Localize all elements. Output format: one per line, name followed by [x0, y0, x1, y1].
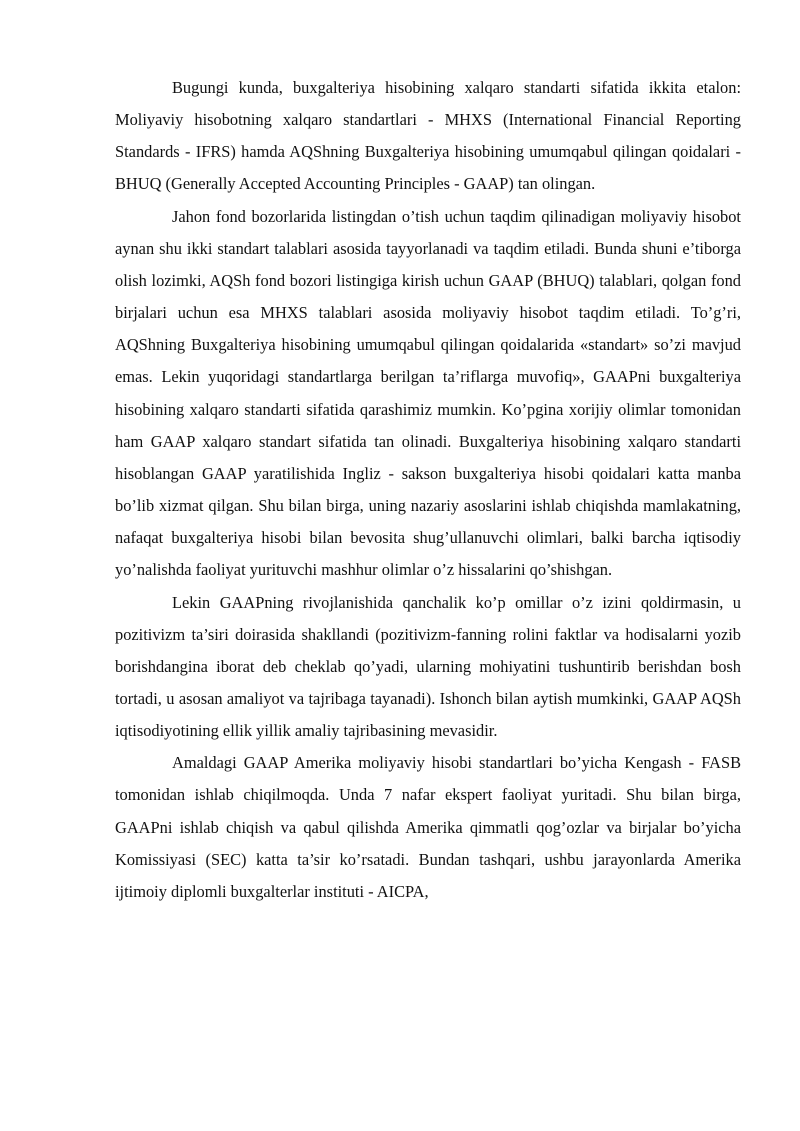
- paragraph-stock-exchange-listing: Jahon fond bozorlarida listingdan o’tish uchun taqdim qilinadigan moliyaviy hisobot aynan shu ikki standart talablari asosida tayyorlanadi va taqdim etiladi. Bunda shuni e’tiborga olish lozimki, AQSh fond bozori listingiga kirish uchun GAAP (BHUQ) talablari, qolgan fond birjalari uchun esa MHXS talablari asosida moliyaviy hisobot taqdim etiladi. To’g’ri, AQShning Buxgalteriya hisobining umumqabul qilingan qoidalarida «standart» so’zi mavjud emas. Lekin yuqoridagi standartlarga berilgan ta’riflarga muvofiq», GAAPni buxgalteriya hisobining xalqaro standarti sifatida qarashimiz mumkin. Ko’pgina xorijiy olimlar tomonidan ham GAAP xalqaro standart sifatida tan olinadi. Buxgalteriya hisobining xalqaro standarti hisoblangan GAAP yaratilishida Ingliz - sakson buxgalteriya hisobi qoidalari katta manba bo’lib xizmat qilgan. Shu bilan birga, uning nazariy asoslarini ishlab chiqishda mamlakatning, nafaqat buxgalteriya hisobi bilan bevosita shug’ullanuvchi olimlari, balki barcha iqtisodiy yo’nalishda faoliyat yurituvchi mashhur olimlar o’z hissalarini qo’shishgan.: [115, 206, 741, 580]
- document-page: [115, 72, 741, 908]
- paragraph-fasb: Amaldagi GAAP Amerika moliyaviy hisobi standartlari bo’yicha Kengash - FASB tomonidan ishlab chiqilmoqda. Unda 7 nafar ekspert faoliyat yuritadi. Shu bilan birga, GAAPni ishlab chiqish va qabul qilishda Amerika qimmatli qog’ozlar va birjalar bo’yicha Komissiyasi (SEC) katta ta’sir ko’rsatadi. Bundan tashqari, ushbu jarayonlarda Amerika ijtimoiy diplomli buxgalterlar instituti - AICPA,: [115, 753, 741, 901]
- paragraph-ifrs-gaap-intro: Bugungi kunda, buxgalteriya hisobining xalqaro standarti sifatida ikkita etalon: Moliyaviy hisobotning xalqaro standartlari - MHXS (International Financial Reporting Standards - IFRS) hamda AQShning Buxgalteriya hisobining umumqabul qilingan qoidalari - BHUQ (Generally Accepted Accounting Principles - GAAP) tan olingan.: [115, 78, 741, 194]
- paragraph-positivism: Lekin GAAPning rivojlanishida qanchalik ko’p omillar o’z izini qoldirmasin, u pozitivizm ta’siri doirasida shakllandi (pozitivizm-fanning rolini faktlar va hodisalarni yozib borishdangina iborat deb cheklab qo’yadi, ularning mohiyatini tushuntirib berishdan bosh tortadi, u asosan amaliyot va tajribaga tayanadi). Ishonch bilan aytish mumkinki, GAAP AQSh iqtisodiyotining ellik yillik amaliy tajribasining mevasidir.: [115, 592, 741, 741]
